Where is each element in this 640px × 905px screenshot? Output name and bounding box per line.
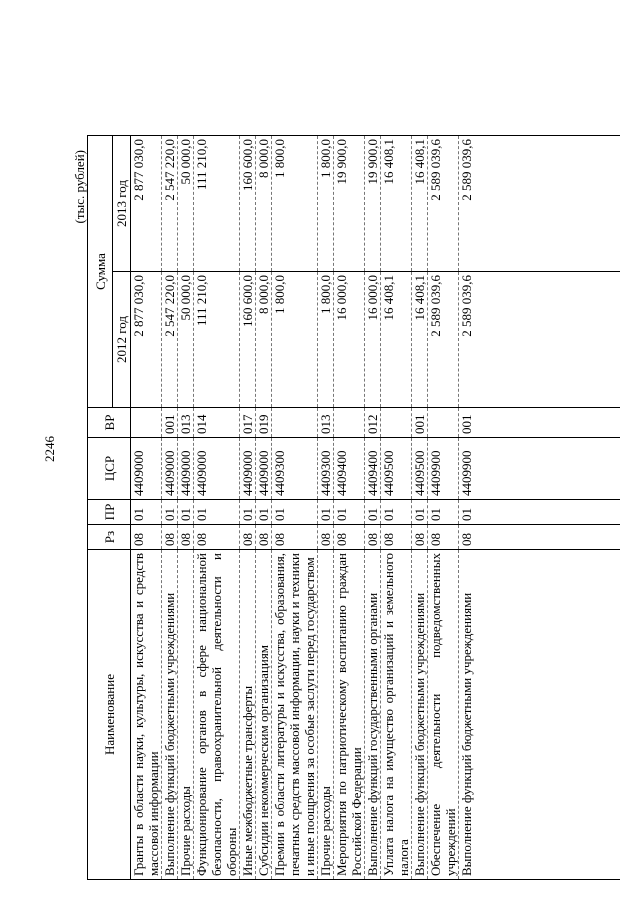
row-sum-2012-cell [381, 272, 412, 408]
row-sum-2012: 16 000,0 [365, 275, 380, 321]
row-csr-cell [194, 438, 240, 500]
row-csr: 4409400 [334, 450, 349, 496]
row-sum-2013-cell [178, 136, 194, 272]
row-pr-cell [162, 500, 178, 525]
row-sum-2013: 2 589 039,6 [459, 139, 474, 201]
row-pr-cell [381, 500, 412, 525]
row-rz: 08 [240, 533, 255, 546]
row-name: Мероприятия по патриотическому воспитанию граждан Российской Федерации [334, 553, 364, 876]
row-name: Уплата налога на имущество организаций и земельного налога [381, 553, 411, 876]
row-csr-cell [334, 438, 365, 500]
row-csr-cell [162, 438, 178, 500]
table-row [178, 136, 194, 880]
row-pr: 01 [334, 508, 349, 521]
row-csr-cell [272, 438, 318, 500]
row-csr: 4409400 [365, 450, 380, 496]
page-number: 2246 [42, 436, 57, 462]
row-vr: 013 [178, 414, 193, 434]
row-rz: 08 [381, 533, 396, 546]
row-vr-cell [365, 408, 381, 438]
row-pr: 01 [318, 508, 333, 521]
row-pr: 01 [162, 508, 177, 521]
row-csr-cell [240, 438, 256, 500]
row-csr: 4409000 [131, 450, 146, 496]
row-sum-2012-cell [240, 272, 256, 408]
row-sum-2012-cell [178, 272, 194, 408]
row-name-cell [240, 550, 256, 880]
row-sum-2012: 50 000,0 [178, 275, 193, 321]
row-rz: 08 [131, 533, 146, 546]
row-rz: 08 [412, 533, 427, 546]
header-pr: ПР [88, 500, 131, 525]
row-sum-2013: 19 900,0 [365, 139, 380, 185]
row-sum-2012-cell [412, 272, 428, 408]
row-vr-cell [334, 408, 365, 438]
row-pr-cell [412, 500, 428, 525]
row-csr-cell [412, 438, 428, 500]
row-sum-2012-cell [459, 272, 620, 408]
row-sum-2013: 2 547 220,0 [162, 139, 177, 201]
row-name: Выполнение функций бюджетными учреждениями [162, 592, 177, 876]
row-sum-2012: 2 589 039,6 [459, 275, 474, 337]
row-vr: 001 [162, 414, 177, 434]
table-row [272, 136, 318, 880]
table-row [240, 136, 256, 880]
row-sum-2013: 16 408,1 [381, 139, 396, 185]
row-sum-2013-cell [240, 136, 256, 272]
table-row [256, 136, 272, 880]
row-sum-2013-cell [194, 136, 240, 272]
row-csr: 4409000 [194, 450, 209, 496]
row-rz: 08 [334, 533, 349, 546]
row-csr-cell [131, 438, 162, 500]
row-rz-cell [162, 525, 178, 550]
row-sum-2013-cell [428, 136, 459, 272]
row-sum-2013-cell [412, 136, 428, 272]
row-sum-2013-cell [459, 136, 620, 272]
row-sum-2013: 8 000,0 [256, 139, 271, 178]
row-pr-cell [194, 500, 240, 525]
row-name: Премии в области литературы и искусства, образования, печатных средств массовой информации, науки и техники и иные поощрения за особые заслуги перед государством [272, 553, 317, 876]
table-row [381, 136, 412, 880]
row-sum-2012-cell [256, 272, 272, 408]
row-sum-2012-cell [428, 272, 459, 408]
row-sum-2012-cell [162, 272, 178, 408]
row-pr: 01 [412, 508, 427, 521]
row-vr: 013 [318, 414, 333, 434]
row-sum-2013: 111 210,0 [194, 139, 209, 191]
row-sum-2012: 1 800,0 [272, 275, 287, 314]
row-sum-2012-cell [194, 272, 240, 408]
row-rz: 08 [365, 533, 380, 546]
row-csr-cell [381, 438, 412, 500]
row-pr: 01 [240, 508, 255, 521]
row-vr: 001 [412, 414, 427, 434]
row-name-cell [256, 550, 272, 880]
row-sum-2012: 2 589 039,6 [428, 275, 443, 337]
row-vr-cell [131, 408, 162, 438]
row-name: Гранты в области науки, культуры, искусства и средств массовой информации [131, 553, 161, 876]
row-csr: 4409000 [162, 450, 177, 496]
row-vr-cell [256, 408, 272, 438]
row-csr-cell [428, 438, 459, 500]
row-csr: 4409300 [318, 450, 333, 496]
row-pr-cell [178, 500, 194, 525]
header-sum: Сумма [88, 136, 113, 408]
row-sum-2012: 160 600,0 [240, 275, 255, 327]
row-pr-cell [365, 500, 381, 525]
row-name-cell [428, 550, 459, 880]
table-row [459, 136, 620, 880]
row-pr-cell [459, 500, 620, 525]
row-name: Выполнение функций государственными органами [365, 592, 380, 876]
row-rz: 08 [318, 533, 333, 546]
row-rz-cell [334, 525, 365, 550]
table-row [365, 136, 381, 880]
row-csr: 4409000 [178, 450, 193, 496]
row-pr: 01 [365, 508, 380, 521]
row-csr: 4409900 [428, 450, 443, 496]
row-sum-2012: 2 877 030,0 [131, 275, 146, 337]
row-sum-2012: 16 408,1 [412, 275, 427, 321]
rotated-page-content [60, 0, 620, 880]
table-row [428, 136, 459, 880]
table-row [318, 136, 334, 880]
row-pr: 01 [381, 508, 396, 521]
row-name-cell [459, 550, 620, 880]
row-sum-2013-cell [365, 136, 381, 272]
header-year-2013: 2013 год [113, 136, 131, 272]
row-rz-cell [194, 525, 240, 550]
row-vr-cell [178, 408, 194, 438]
row-pr-cell [428, 500, 459, 525]
row-name: Обеспечение деятельности подведомственных учреждений [428, 553, 458, 876]
row-rz: 08 [256, 533, 271, 546]
row-sum-2012: 8 000,0 [256, 275, 271, 314]
table-body [131, 136, 620, 880]
row-vr: 012 [365, 414, 380, 434]
row-csr: 4409500 [412, 450, 427, 496]
row-sum-2013: 2 877 030,0 [131, 139, 146, 201]
row-rz-cell [412, 525, 428, 550]
row-pr-cell [318, 500, 334, 525]
row-csr-cell [178, 438, 194, 500]
row-name-cell [412, 550, 428, 880]
row-rz-cell [272, 525, 318, 550]
table-row [412, 136, 428, 880]
row-vr-cell [240, 408, 256, 438]
row-sum-2013-cell [272, 136, 318, 272]
row-pr: 01 [256, 508, 271, 521]
row-sum-2013: 19 900,0 [334, 139, 349, 185]
row-rz: 08 [459, 533, 474, 546]
row-name: Прочие расходы [318, 786, 333, 876]
header-name: Наименование [88, 550, 131, 880]
row-sum-2012-cell [365, 272, 381, 408]
row-csr: 4409000 [240, 450, 255, 496]
row-csr-cell [256, 438, 272, 500]
table-row [334, 136, 365, 880]
row-sum-2013-cell [162, 136, 178, 272]
row-pr: 01 [459, 508, 474, 521]
row-name-cell [318, 550, 334, 880]
row-sum-2013: 16 408,1 [412, 139, 427, 185]
row-sum-2012: 16 408,1 [381, 275, 396, 321]
row-sum-2013: 50 000,0 [178, 139, 193, 185]
row-sum-2013-cell [334, 136, 365, 272]
row-sum-2013-cell [256, 136, 272, 272]
row-pr-cell [334, 500, 365, 525]
row-rz-cell [459, 525, 620, 550]
row-name-cell [194, 550, 240, 880]
row-rz: 08 [272, 533, 287, 546]
row-sum-2012-cell [334, 272, 365, 408]
row-vr-cell [162, 408, 178, 438]
row-csr-cell [365, 438, 381, 500]
row-rz-cell [178, 525, 194, 550]
row-rz-cell [256, 525, 272, 550]
row-name: Функционирование органов в сфере национальной безопасности, правоохранительной деятельности и обороны [194, 553, 239, 876]
header-rz: Рз [88, 525, 131, 550]
row-csr: 4409500 [381, 450, 396, 496]
row-name: Выполнение функций бюджетными учреждениями [412, 592, 427, 876]
budget-table [87, 135, 620, 880]
row-name-cell [334, 550, 365, 880]
row-rz-cell [240, 525, 256, 550]
table-row [131, 136, 162, 880]
row-name: Субсидии некоммерческим организациям [256, 644, 271, 876]
row-sum-2013-cell [131, 136, 162, 272]
row-rz-cell [365, 525, 381, 550]
row-rz-cell [318, 525, 334, 550]
row-vr: 019 [256, 414, 271, 434]
row-sum-2012-cell [131, 272, 162, 408]
row-pr: 01 [428, 508, 443, 521]
row-sum-2013-cell [318, 136, 334, 272]
row-sum-2013: 160 600,0 [240, 139, 255, 191]
header-year-2012: 2012 год [113, 272, 131, 408]
row-rz: 08 [194, 533, 209, 546]
row-vr: 001 [459, 414, 474, 434]
row-sum-2012: 111 210,0 [194, 275, 209, 327]
row-rz: 08 [178, 533, 193, 546]
row-sum-2013: 1 800,0 [272, 139, 287, 178]
row-pr: 01 [272, 508, 287, 521]
row-name: Выполнение функций бюджетными учреждениями [459, 592, 474, 876]
row-sum-2013: 2 589 039,6 [428, 139, 443, 201]
row-pr: 01 [178, 508, 193, 521]
row-pr-cell [240, 500, 256, 525]
table-row [194, 136, 240, 880]
row-sum-2012-cell [272, 272, 318, 408]
row-sum-2012: 2 547 220,0 [162, 275, 177, 337]
row-vr-cell [459, 408, 620, 438]
row-sum-2013: 1 800,0 [318, 139, 333, 178]
row-sum-2013-cell [381, 136, 412, 272]
row-pr: 01 [131, 508, 146, 521]
row-name-cell [162, 550, 178, 880]
row-vr-cell [194, 408, 240, 438]
row-csr: 4409000 [256, 450, 271, 496]
row-pr-cell [131, 500, 162, 525]
header-csr: ЦСР [88, 438, 131, 500]
row-csr: 4409900 [459, 450, 474, 496]
row-name-cell [365, 550, 381, 880]
row-name: Иные межбюджетные трансферты [240, 685, 255, 876]
row-csr-cell [318, 438, 334, 500]
row-name-cell [272, 550, 318, 880]
row-vr-cell [318, 408, 334, 438]
row-vr-cell [428, 408, 459, 438]
row-rz-cell [131, 525, 162, 550]
row-vr-cell [412, 408, 428, 438]
row-rz: 08 [428, 533, 443, 546]
row-sum-2012-cell [318, 272, 334, 408]
row-sum-2012: 16 000,0 [334, 275, 349, 321]
row-vr-cell [381, 408, 412, 438]
row-name-cell [178, 550, 194, 880]
row-vr-cell [272, 408, 318, 438]
unit-note: (тыс. рублей) [72, 150, 87, 224]
row-rz: 08 [162, 533, 177, 546]
row-name: Прочие расходы [178, 786, 193, 876]
row-csr: 4409300 [272, 450, 287, 496]
row-rz-cell [428, 525, 459, 550]
row-rz-cell [381, 525, 412, 550]
row-pr-cell [256, 500, 272, 525]
row-vr: 017 [240, 414, 255, 434]
row-pr-cell [272, 500, 318, 525]
row-csr-cell [459, 438, 620, 500]
header-vr: ВР [88, 408, 131, 438]
row-pr: 01 [194, 508, 209, 521]
table-row [162, 136, 178, 880]
row-name-cell [131, 550, 162, 880]
row-name-cell [381, 550, 412, 880]
row-vr: 014 [194, 414, 209, 434]
row-sum-2012: 1 800,0 [318, 275, 333, 314]
